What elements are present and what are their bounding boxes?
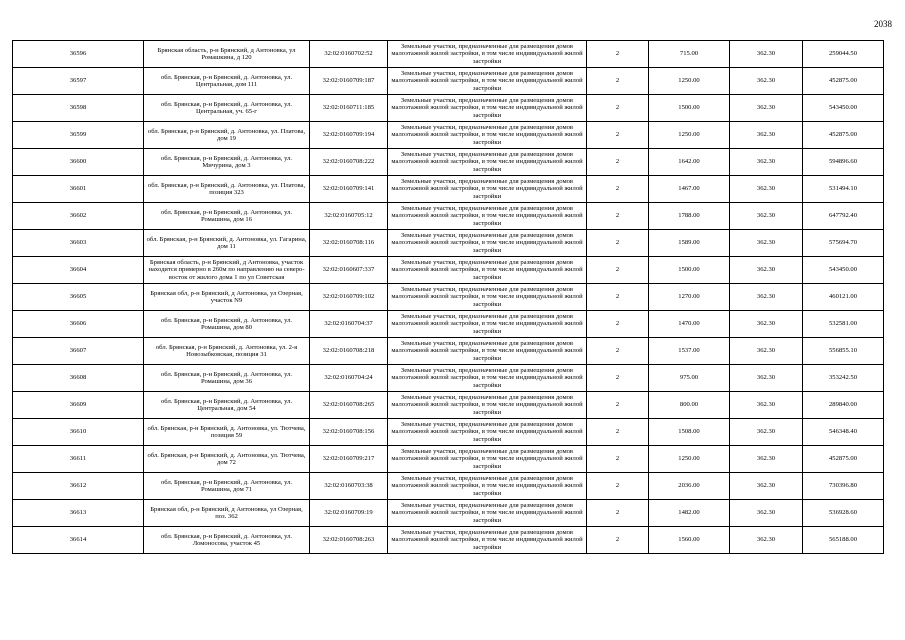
address-cell: Брянская обл, р-н Брянский, д Антоновка, ул Озерная, участок N9 xyxy=(144,284,310,311)
table-row xyxy=(13,284,884,311)
land-use-cell: Земельные участки, предназначенные для размещения домов малоэтажной жилой застройки, в том числе индивидуальной жилой застройки xyxy=(388,500,587,527)
table-row xyxy=(13,122,884,149)
cadastral-number-cell: 32:02:0160708:263 xyxy=(310,527,388,554)
group-cell: 2 xyxy=(587,338,649,365)
cadastral-value-cell: 532581.00 xyxy=(803,311,884,338)
address-cell: обл. Брянская, р-н Брянский, д. Антоновка, ул. Платова, позиция 323 xyxy=(144,176,310,203)
area-cell: 1270.00 xyxy=(649,284,730,311)
cadastral-value-cell: 452875.00 xyxy=(803,122,884,149)
area-cell: 1642.00 xyxy=(649,149,730,176)
table-row xyxy=(13,95,884,122)
table-row xyxy=(13,419,884,446)
row-id-cell: 36603 xyxy=(13,230,144,257)
land-use-cell: Земельные участки, предназначенные для размещения домов малоэтажной жилой застройки, в том числе индивидуальной жилой застройки xyxy=(388,392,587,419)
group-cell: 2 xyxy=(587,392,649,419)
row-id-cell: 36605 xyxy=(13,284,144,311)
rate-cell: 362.30 xyxy=(730,527,803,554)
page-number: 2038 xyxy=(874,19,892,29)
cadastral-value-cell: 289840.00 xyxy=(803,392,884,419)
cadastral-number-cell: 32:02:0160702:52 xyxy=(310,41,388,68)
land-use-cell: Земельные участки, предназначенные для размещения домов малоэтажной жилой застройки, в том числе индивидуальной жилой застройки xyxy=(388,365,587,392)
rate-cell: 362.30 xyxy=(730,338,803,365)
address-cell: обл. Брянская, р-н Брянский, д. Антоновка, ул. Тютчева, позиция 59 xyxy=(144,419,310,446)
area-cell: 1500.00 xyxy=(649,95,730,122)
address-cell: обл. Брянская, р-н Брянский, д. Антоновка, ул. Центральная, уч. 65-г xyxy=(144,95,310,122)
land-use-cell: Земельные участки, предназначенные для размещения домов малоэтажной жилой застройки, в том числе индивидуальной жилой застройки xyxy=(388,68,587,95)
cadastral-value-cell: 546348.40 xyxy=(803,419,884,446)
cadastral-number-cell: 32:02:0160708:116 xyxy=(310,230,388,257)
group-cell: 2 xyxy=(587,230,649,257)
rate-cell: 362.30 xyxy=(730,41,803,68)
cadastral-number-cell: 32:02:0160711:185 xyxy=(310,95,388,122)
address-cell: обл. Брянская, р-н Брянский, д. Антоновка, ул. Ломоносова, участок 45 xyxy=(144,527,310,554)
cadastral-number-cell: 32:02:0160709:217 xyxy=(310,446,388,473)
cadastral-number-cell: 32:02:0160705:12 xyxy=(310,203,388,230)
cadastral-value-cell: 556855.10 xyxy=(803,338,884,365)
cadastral-value-cell: 452875.00 xyxy=(803,68,884,95)
land-use-cell: Земельные участки, предназначенные для размещения домов малоэтажной жилой застройки, в том числе индивидуальной жилой застройки xyxy=(388,230,587,257)
land-use-cell: Земельные участки, предназначенные для размещения домов малоэтажной жилой застройки, в том числе индивидуальной жилой застройки xyxy=(388,446,587,473)
land-use-cell: Земельные участки, предназначенные для размещения домов малоэтажной жилой застройки, в том числе индивидуальной жилой застройки xyxy=(388,41,587,68)
cadastral-value-cell: 353242.50 xyxy=(803,365,884,392)
group-cell: 2 xyxy=(587,365,649,392)
table-row xyxy=(13,392,884,419)
cadastral-number-cell: 32:02:0160708:222 xyxy=(310,149,388,176)
area-cell: 1537.00 xyxy=(649,338,730,365)
address-cell: обл. Брянская, р-н Брянский, д. Антоновка, ул. Ромашина, дом 36 xyxy=(144,365,310,392)
land-use-cell: Земельные участки, предназначенные для размещения домов малоэтажной жилой застройки, в том числе индивидуальной жилой застройки xyxy=(388,95,587,122)
group-cell: 2 xyxy=(587,203,649,230)
rate-cell: 362.30 xyxy=(730,176,803,203)
row-id-cell: 36598 xyxy=(13,95,144,122)
group-cell: 2 xyxy=(587,257,649,284)
rate-cell: 362.30 xyxy=(730,446,803,473)
area-cell: 1589.00 xyxy=(649,230,730,257)
area-cell: 1250.00 xyxy=(649,446,730,473)
land-use-cell: Земельные участки, предназначенные для размещения домов малоэтажной жилой застройки, в том числе индивидуальной жилой застройки xyxy=(388,473,587,500)
row-id-cell: 36609 xyxy=(13,392,144,419)
address-cell: обл. Брянская, р-н Брянский, д. Антоновка, ул. Ромашина, дом 16 xyxy=(144,203,310,230)
rate-cell: 362.30 xyxy=(730,311,803,338)
cadastral-value-cell: 531494.10 xyxy=(803,176,884,203)
address-cell: обл. Брянская, р-н Брянский, д. Антоновка, ул. Платова, дом 19 xyxy=(144,122,310,149)
cadastral-number-cell: 32:02:0160709:102 xyxy=(310,284,388,311)
group-cell: 2 xyxy=(587,500,649,527)
cadastral-number-cell: 32:02:0160709:194 xyxy=(310,122,388,149)
row-id-cell: 36601 xyxy=(13,176,144,203)
address-cell: обл. Брянская, р-н Брянский, д. Антоновка, ул. Гагарина, дом 11 xyxy=(144,230,310,257)
group-cell: 2 xyxy=(587,149,649,176)
table-row xyxy=(13,500,884,527)
rate-cell: 362.30 xyxy=(730,392,803,419)
address-cell: обл. Брянская, р-н Брянский, д. Антоновка, ул. Ромашина, дом 71 xyxy=(144,473,310,500)
land-use-cell: Земельные участки, предназначенные для размещения домов малоэтажной жилой застройки, в том числе индивидуальной жилой застройки xyxy=(388,149,587,176)
rate-cell: 362.30 xyxy=(730,365,803,392)
table-row xyxy=(13,41,884,68)
land-use-cell: Земельные участки, предназначенные для размещения домов малоэтажной жилой застройки, в том числе индивидуальной жилой застройки xyxy=(388,122,587,149)
land-use-cell: Земельные участки, предназначенные для размещения домов малоэтажной жилой застройки, в том числе индивидуальной жилой застройки xyxy=(388,419,587,446)
cadastral-value-table xyxy=(12,40,884,554)
area-cell: 1508.00 xyxy=(649,419,730,446)
address-cell: Брянская обл, р-н Брянский, д Антоновка, ул Озерная, поз. 362 xyxy=(144,500,310,527)
cadastral-value-cell: 575694.70 xyxy=(803,230,884,257)
area-cell: 2036.00 xyxy=(649,473,730,500)
land-use-cell: Земельные участки, предназначенные для размещения домов малоэтажной жилой застройки, в том числе индивидуальной жилой застройки xyxy=(388,284,587,311)
area-cell: 1788.00 xyxy=(649,203,730,230)
area-cell: 1250.00 xyxy=(649,122,730,149)
cadastral-value-cell: 543450.00 xyxy=(803,95,884,122)
row-id-cell: 36611 xyxy=(13,446,144,473)
cadastral-number-cell: 32:02:0160703:38 xyxy=(310,473,388,500)
row-id-cell: 36612 xyxy=(13,473,144,500)
group-cell: 2 xyxy=(587,41,649,68)
area-cell: 1482.00 xyxy=(649,500,730,527)
row-id-cell: 36596 xyxy=(13,41,144,68)
row-id-cell: 36607 xyxy=(13,338,144,365)
address-cell: обл. Брянская, р-н Брянский, д. Антоновка, ул. Ромашина, дом 80 xyxy=(144,311,310,338)
area-cell: 715.00 xyxy=(649,41,730,68)
table-row xyxy=(13,149,884,176)
group-cell: 2 xyxy=(587,176,649,203)
cadastral-value-cell: 730396.80 xyxy=(803,473,884,500)
cadastral-value-cell: 536928.60 xyxy=(803,500,884,527)
cadastral-value-cell: 543450.00 xyxy=(803,257,884,284)
cadastral-value-cell: 460121.00 xyxy=(803,284,884,311)
area-cell: 1250.00 xyxy=(649,68,730,95)
row-id-cell: 36613 xyxy=(13,500,144,527)
cadastral-number-cell: 32:02:0160709:187 xyxy=(310,68,388,95)
group-cell: 2 xyxy=(587,311,649,338)
address-cell: Брянская область, р-н Брянский, д Антоновка, ул Ромашкина, д 120 xyxy=(144,41,310,68)
group-cell: 2 xyxy=(587,122,649,149)
group-cell: 2 xyxy=(587,527,649,554)
area-cell: 1500.00 xyxy=(649,257,730,284)
row-id-cell: 36599 xyxy=(13,122,144,149)
area-cell: 1560.00 xyxy=(649,527,730,554)
rate-cell: 362.30 xyxy=(730,149,803,176)
cadastral-number-cell: 32:02:0160607:337 xyxy=(310,257,388,284)
group-cell: 2 xyxy=(587,95,649,122)
address-cell: обл. Брянская, р-н Брянский, д. Антоновка, ул. Мичурина, дом 3 xyxy=(144,149,310,176)
rate-cell: 362.30 xyxy=(730,473,803,500)
table-row xyxy=(13,365,884,392)
cadastral-number-cell: 32:02:0160709:19 xyxy=(310,500,388,527)
table-row xyxy=(13,203,884,230)
land-use-cell: Земельные участки, предназначенные для размещения домов малоэтажной жилой застройки, в том числе индивидуальной жилой застройки xyxy=(388,176,587,203)
rate-cell: 362.30 xyxy=(730,230,803,257)
group-cell: 2 xyxy=(587,446,649,473)
table-row xyxy=(13,311,884,338)
row-id-cell: 36604 xyxy=(13,257,144,284)
cadastral-value-cell: 594896.60 xyxy=(803,149,884,176)
cadastral-value-cell: 452875.00 xyxy=(803,446,884,473)
land-use-cell: Земельные участки, предназначенные для размещения домов малоэтажной жилой застройки, в том числе индивидуальной жилой застройки xyxy=(388,527,587,554)
table-row xyxy=(13,68,884,95)
address-cell: обл. Брянская, р-н Брянский, д. Антоновка, ул. 2-я Новозыбковская, позиция 31 xyxy=(144,338,310,365)
table-row xyxy=(13,176,884,203)
rate-cell: 362.30 xyxy=(730,284,803,311)
table-row xyxy=(13,446,884,473)
cadastral-number-cell: 32:02:0160708:156 xyxy=(310,419,388,446)
cadastral-number-cell: 32:02:0160708:218 xyxy=(310,338,388,365)
table-body xyxy=(13,41,884,554)
cadastral-number-cell: 32:02:0160709:141 xyxy=(310,176,388,203)
cadastral-number-cell: 32:02:0160704:24 xyxy=(310,365,388,392)
table-row xyxy=(13,473,884,500)
rate-cell: 362.30 xyxy=(730,257,803,284)
table-row xyxy=(13,527,884,554)
cadastral-value-cell: 259044.50 xyxy=(803,41,884,68)
table-row xyxy=(13,230,884,257)
address-cell: обл. Брянская, р-н Брянский, д. Антоновка, ул. Центральная, дом 111 xyxy=(144,68,310,95)
group-cell: 2 xyxy=(587,473,649,500)
area-cell: 800.00 xyxy=(649,392,730,419)
row-id-cell: 36600 xyxy=(13,149,144,176)
row-id-cell: 36614 xyxy=(13,527,144,554)
group-cell: 2 xyxy=(587,68,649,95)
table-row xyxy=(13,257,884,284)
area-cell: 1467.00 xyxy=(649,176,730,203)
land-use-cell: Земельные участки, предназначенные для размещения домов малоэтажной жилой застройки, в том числе индивидуальной жилой застройки xyxy=(388,338,587,365)
address-cell: обл. Брянская, р-н Брянский, д. Антоновка, ул. Центральная, дом 54 xyxy=(144,392,310,419)
rate-cell: 362.30 xyxy=(730,203,803,230)
group-cell: 2 xyxy=(587,419,649,446)
land-use-cell: Земельные участки, предназначенные для размещения домов малоэтажной жилой застройки, в том числе индивидуальной жилой застройки xyxy=(388,203,587,230)
row-id-cell: 36606 xyxy=(13,311,144,338)
rate-cell: 362.30 xyxy=(730,419,803,446)
cadastral-number-cell: 32:02:0160704:37 xyxy=(310,311,388,338)
address-cell: Брянская область, р-н Брянский, д Антоновка, участок находится примерно в 260м по направлению на северо-восток от жилого дома 1 по ул Советская xyxy=(144,257,310,284)
rate-cell: 362.30 xyxy=(730,500,803,527)
land-use-cell: Земельные участки, предназначенные для размещения домов малоэтажной жилой застройки, в том числе индивидуальной жилой застройки xyxy=(388,311,587,338)
table-row xyxy=(13,338,884,365)
row-id-cell: 36602 xyxy=(13,203,144,230)
row-id-cell: 36597 xyxy=(13,68,144,95)
rate-cell: 362.30 xyxy=(730,122,803,149)
land-use-cell: Земельные участки, предназначенные для размещения домов малоэтажной жилой застройки, в том числе индивидуальной жилой застройки xyxy=(388,257,587,284)
cadastral-number-cell: 32:02:0160708:265 xyxy=(310,392,388,419)
rate-cell: 362.30 xyxy=(730,95,803,122)
area-cell: 975.00 xyxy=(649,365,730,392)
area-cell: 1470.00 xyxy=(649,311,730,338)
cadastral-value-cell: 647792.40 xyxy=(803,203,884,230)
rate-cell: 362.30 xyxy=(730,68,803,95)
row-id-cell: 36608 xyxy=(13,365,144,392)
cadastral-value-cell: 565188.00 xyxy=(803,527,884,554)
group-cell: 2 xyxy=(587,284,649,311)
address-cell: обл. Брянская, р-н Брянский, д. Антоновка, ул. Тютчева, дом 72 xyxy=(144,446,310,473)
row-id-cell: 36610 xyxy=(13,419,144,446)
